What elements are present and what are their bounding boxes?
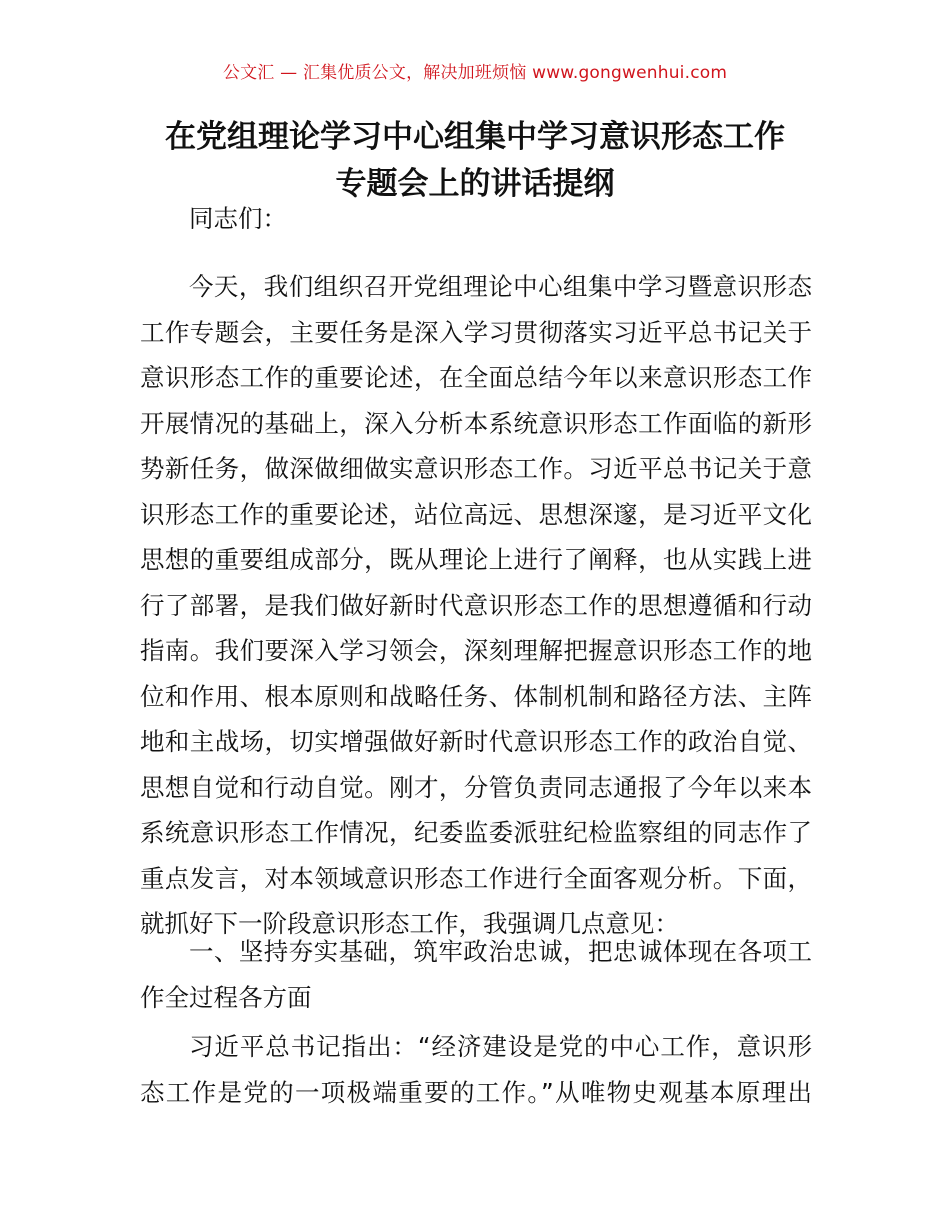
paragraph-line: 指南。我们要深入学习领会，深刻理解把握意识形态工作的地 [140,636,812,665]
paragraph-line: 就抓好下一阶段意识形态工作，我强调几点意见： [140,909,679,938]
paragraph-line: 识形态工作的重要论述，站位高远、思想深邃，是习近平文化 [140,499,812,529]
header-banner: 公文汇 — 汇集优质公文，解决加班烦恼 www.gongwenhui.com [222,63,728,83]
paragraph-line: 态工作是党的一项极端重要的工作。”从唯物史观基本原理出 [140,1077,812,1107]
title-line-1: 在党组理论学习中心组集中学习意识形态工作 [165,119,785,155]
section-1-heading [140,929,812,1020]
paragraph-line: 位和作用、根本原则和战略任务、体制机制和路径方法、主阵 [140,681,812,711]
paragraph-line: 开展情况的基础上，深入分析本系统意识形态工作面临的新形 [140,408,812,438]
paragraph-line: 系统意识形态工作情况，纪委监委派驻纪检监察组的同志作了 [140,818,812,847]
paragraph-line: 思想的重要组成部分，既从理论上进行了阐释，也从实践上进 [140,545,812,574]
paragraph-line: 重点发言，对本领域意识形态工作进行全面客观分析。下面， [140,863,812,893]
paragraph-2 [140,1024,812,1115]
title-line-2: 专题会上的讲话提纲 [335,166,615,202]
paragraph-line: 地和主战场，切实增强做好新时代意识形态工作的政治自觉、 [140,727,812,756]
document-title [0,114,950,208]
heading-line: 作全过程各方面 [140,982,312,1012]
paragraph-1 [140,264,812,947]
paragraph-line: 势新任务，做深做细做实意识形态工作。习近平总书记关于意 [140,454,812,483]
salutation-block [140,196,812,242]
paragraph-line: 工作专题会，主要任务是深入学习贯彻落实习近平总书记关于 [140,317,812,347]
salutation: 同志们： [189,204,287,233]
heading-line: 一、坚持夯实基础，筑牢政治忠诚，把忠诚体现在各项工 [189,937,812,966]
paragraph-line: 行了部署，是我们做好新时代意识形态工作的思想遵循和行动 [140,590,812,620]
paragraph-line: 今天，我们组织召开党组理论中心组集中学习暨意识形态 [189,272,812,301]
paragraph-line: 习近平总书记指出：“经济建设是党的中心工作，意识形 [189,1032,812,1061]
paragraph-line: 思想自觉和行动自觉。刚才，分管负责同志通报了今年以来本 [140,772,812,802]
paragraph-line: 意识形态工作的重要论述，在全面总结今年以来意识形态工作 [140,363,812,392]
